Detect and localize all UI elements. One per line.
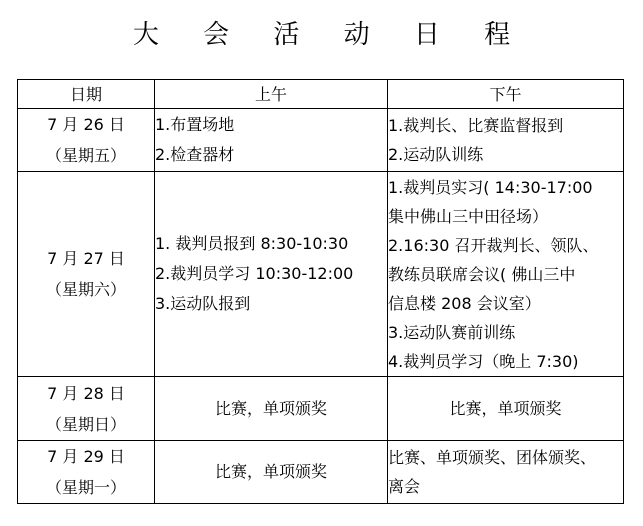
afternoon-cell bbox=[388, 377, 624, 441]
table-row bbox=[18, 377, 624, 441]
morning-cell bbox=[155, 109, 388, 172]
date-cell bbox=[18, 377, 155, 441]
afternoon-item: 信息楼 208 会议室） bbox=[388, 293, 541, 313]
weekday-text: （星期六） bbox=[45, 280, 126, 299]
afternoon-item: 教练员联席会议( 佛山三中 bbox=[388, 264, 576, 284]
page-title: 大 会 活 动 日 程 bbox=[132, 20, 529, 50]
table-row bbox=[18, 172, 624, 377]
weekday-text: （星期一） bbox=[45, 478, 126, 497]
header-afternoon: 下午 bbox=[388, 80, 624, 109]
date-cell bbox=[18, 172, 155, 377]
date-cell bbox=[18, 441, 155, 504]
date-text: 7 月 27 日 bbox=[47, 249, 125, 268]
weekday-text: （星期日） bbox=[45, 414, 126, 434]
weekday-text: （星期五） bbox=[45, 146, 126, 165]
afternoon-item: 4.裁判员学习（晚上 7:30) bbox=[388, 351, 579, 371]
table-row bbox=[18, 109, 624, 172]
afternoon-cell bbox=[388, 172, 624, 377]
afternoon-item: 1.裁判员实习( 14:30-17:00 bbox=[388, 177, 593, 197]
schedule-table bbox=[17, 79, 624, 504]
morning-cell bbox=[155, 441, 388, 504]
afternoon-item: 集中佛山三中田径场） bbox=[388, 206, 549, 226]
afternoon-item: 2.运动队训练 bbox=[388, 145, 484, 164]
afternoon-item: 3.运动队赛前训练 bbox=[388, 322, 516, 342]
afternoon-item: 离会 bbox=[388, 477, 421, 496]
date-text: 7 月 28 日 bbox=[47, 383, 125, 403]
date-cell bbox=[18, 109, 155, 172]
morning-item: 2.检查器材 bbox=[155, 145, 235, 164]
morning-item: 2.裁判员学习 10:30-12:00 bbox=[155, 264, 354, 283]
morning-item: 比赛，单项颁奖 bbox=[214, 398, 327, 418]
morning-item: 1. 裁判员报到 8:30-10:30 bbox=[155, 234, 349, 253]
afternoon-item: 2.16:30 召开裁判长、领队、 bbox=[388, 235, 599, 255]
afternoon-item: 比赛，单项颁奖 bbox=[449, 399, 562, 418]
date-text: 7 月 29 日 bbox=[47, 447, 125, 466]
morning-item: 3.运动队报到 bbox=[155, 294, 251, 313]
afternoon-cell bbox=[388, 441, 624, 504]
morning-cell bbox=[155, 172, 388, 377]
afternoon-item: 比赛、单项颁奖、团体颁奖、 bbox=[388, 448, 597, 467]
header-morning: 上午 bbox=[155, 80, 388, 109]
morning-item: 比赛，单项颁奖 bbox=[214, 462, 327, 481]
afternoon-item: 1.裁判长、比赛监督报到 bbox=[388, 116, 564, 135]
header-date: 日期 bbox=[18, 80, 155, 109]
date-text: 7 月 26 日 bbox=[47, 115, 125, 134]
afternoon-cell bbox=[388, 109, 624, 172]
morning-cell bbox=[155, 377, 388, 441]
morning-item: 1.布置场地 bbox=[155, 115, 235, 134]
table-header-row bbox=[18, 80, 624, 109]
table-row bbox=[18, 441, 624, 504]
